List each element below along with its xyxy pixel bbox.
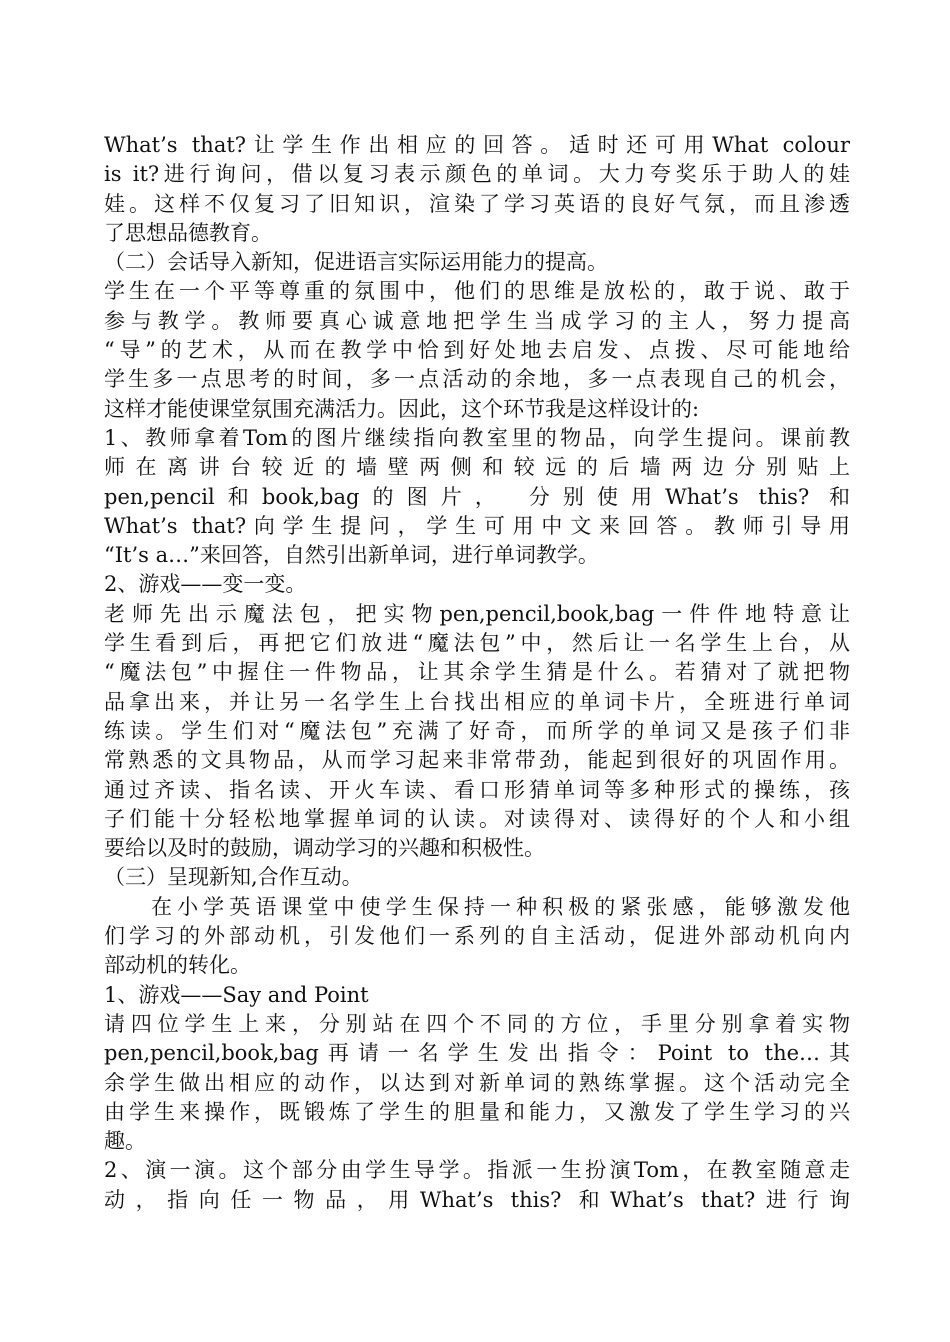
text-line: “It’s a…”来回答，自然引出新单词，进行单词教学。 [104,543,599,568]
text-line: 了思想品德教育。 [104,220,272,245]
text-line: 通过齐读、指名读、开火车读、看口形猜单词等多种形式的操练，孩 [104,777,850,802]
text-line: 余学生做出相应的动作，以达到对新单词的熟练掌握。这个活动完全 [104,1070,850,1095]
text-line: 学生看到后，再把它们放进“魔法包”中，然后让一名学生上台，从 [104,631,850,656]
text-line: 学生在一个平等尊重的氛围中，他们的思维是放松的，敢于说、敢于 [104,279,850,304]
text-line: is it?进行询问，借以复习表示颜色的单词。大力夸奖乐于助人的娃 [104,162,850,187]
text-line: pen,pencil和book,bag的图片， 分别使用What’s this? 和 [104,484,850,509]
text-line: 老师先出示魔法包，把实物pen,pencil,book,bag一件件地特意让 [104,601,850,626]
text-line: 品拿出来，并让另一名学生上台找出相应的单词卡片，全班进行单词 [104,689,850,714]
text-line: 常熟悉的文具物品，从而学习起来非常带劲，能起到很好的巩固作用。 [104,748,850,773]
text-line: pen,pencil,book,bag再请一名学生发出指令：Point to the…其 [104,1041,850,1066]
text-line: 趣。 [104,1129,146,1154]
text-line: 学生多一点思考的时间，多一点活动的余地，多一点表现自己的机会， [104,367,850,392]
section-heading: （二）会话导入新知，促进语言实际运用能力的提高。 [104,250,608,275]
text-line: 练读。学生们对“魔法包”充满了好奇，而所学的单词又是孩子们非 [104,718,850,743]
text-line: 1、教师拿着Tom的图片继续指向教室里的物品，向学生提问。课前教 [104,425,850,450]
text-line: 子们能十分轻松地掌握单词的认读。对读得对、读得好的个人和小组 [104,806,850,831]
text-line: 由学生来操作，既锻炼了学生的胆量和能力，又激发了学生学习的兴 [104,1099,850,1124]
text-line: 请四位学生上来，分别站在四个不同的方位，手里分别拿着实物 [104,1011,850,1036]
text-line: “魔法包”中握住一件物品，让其余学生猜是什么。若猜对了就把物 [104,660,850,685]
text-line: What’s that?让学生作出相应的回答。适时还可用What colour [104,133,850,157]
section-heading: （三）呈现新知,合作互动。 [104,865,363,890]
text-line: 们学习的外部动机，引发他们一系列的自主活动，促进外部动机向内 [104,924,850,949]
text-line: 娃。这样不仅复习了旧知识，渲染了学习英语的良好气氛，而且渗透 [104,191,850,216]
text-line: 师在离讲台较近的墙壁两侧和较远的后墙两边分别贴上 [104,455,850,480]
list-item-heading: 2、游戏——变一变。 [104,572,307,597]
text-line: 在小学英语课堂中使学生保持一种积极的紧张感，能够激发他 [104,894,850,919]
text-line: “导”的艺术，从而在教学中恰到好处地去启发、点拨、尽可能地给 [104,338,850,363]
document-page [104,131,850,1215]
text-line: 这样才能使课堂氛围充满活力。因此，这个环节我是这样设计的: [104,396,700,421]
text-line: 动，指向任一物品，用What’s this? 和What’s that?进行询 [104,1187,850,1212]
text-line: What’s that?向学生提问，学生可用中文来回答。教师引导用 [104,513,850,538]
text-line: 部动机的转化。 [104,953,251,978]
text-line: 参与教学。教师要真心诚意地把学生当成学习的主人，努力提高 [104,308,850,333]
list-item-heading: 1、游戏——Say and Point [104,982,369,1007]
text-line: 要给以及时的鼓励，调动学习的兴趣和积极性。 [104,836,545,861]
text-line: 2、演一演。这个部分由学生导学。指派一生扮演Tom，在教室随意走 [104,1158,850,1183]
